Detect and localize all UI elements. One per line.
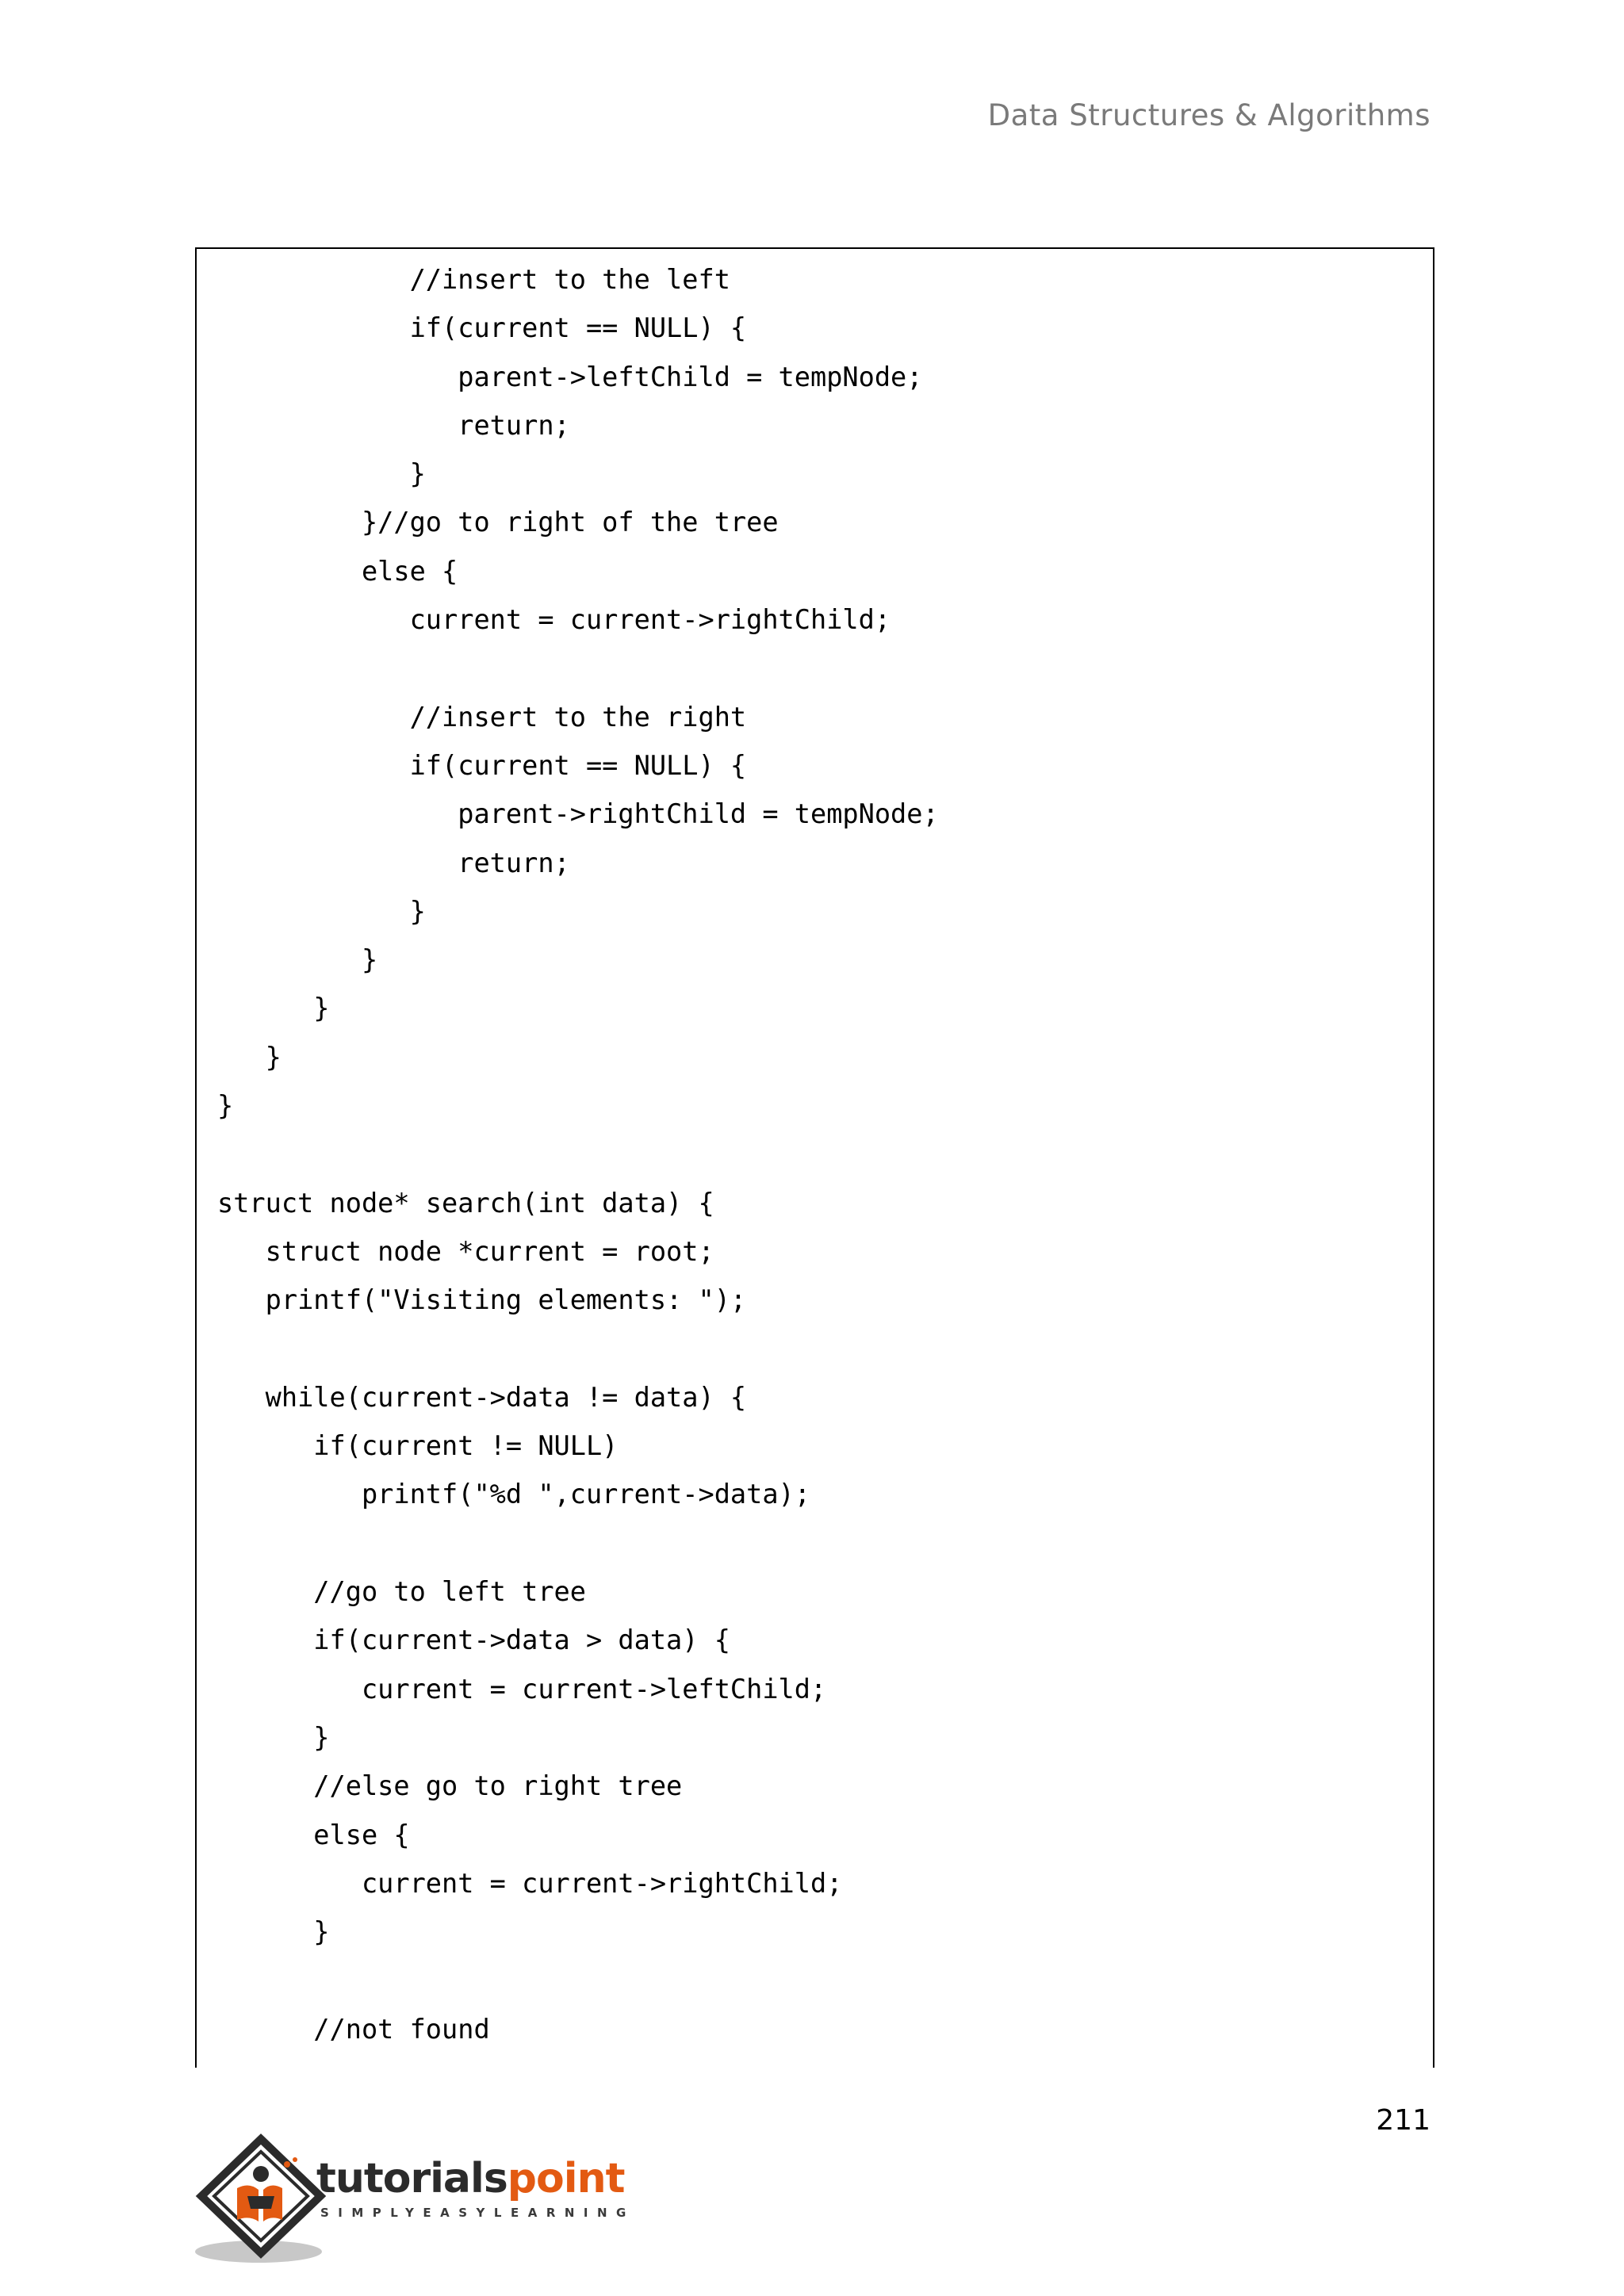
page-header-title: Data Structures & Algorithms [987, 98, 1431, 132]
code-line: if(current->data > data) { [217, 1624, 730, 1656]
code-line: if(current != NULL) [217, 1430, 619, 1462]
code-line: }//go to right of the tree [217, 507, 779, 538]
logo-word-point: point [507, 2155, 625, 2202]
code-line: return; [217, 847, 570, 878]
code-line [217, 1524, 939, 1572]
code-line: } [217, 1721, 330, 1753]
code-line [217, 1135, 939, 1183]
code-line: //insert to the left [217, 264, 730, 295]
code-line: if(current == NULL) { [217, 312, 747, 344]
code-line: parent->rightChild = tempNode; [217, 798, 939, 830]
logo-wordmark [316, 2155, 624, 2202]
code-line: else { [217, 1819, 410, 1850]
code-line: parent->leftChild = tempNode; [217, 361, 923, 392]
code-line: struct node *current = root; [217, 1235, 714, 1267]
code-line: } [217, 458, 426, 490]
code-line: } [217, 944, 378, 976]
code-line [217, 1330, 939, 1378]
code-line: current = current->rightChild; [217, 1867, 843, 1899]
tutorialspoint-logo [193, 2133, 638, 2267]
code-line: //go to left tree [217, 1576, 586, 1608]
code-line: current = current->rightChild; [217, 604, 891, 636]
code-line: printf("%d ",current->data); [217, 1479, 810, 1510]
code-line: } [217, 1041, 282, 1073]
code-line: //insert to the right [217, 701, 747, 733]
code-line: } [217, 993, 330, 1024]
code-line: } [217, 1916, 330, 1948]
code-line: //else go to right tree [217, 1770, 683, 1802]
code-line: current = current->leftChild; [217, 1673, 827, 1705]
code-line [217, 1961, 939, 2009]
logo-tagline: SIMPLYEASYLEARNING [320, 2206, 635, 2220]
code-line: } [217, 895, 426, 927]
code-line: else { [217, 555, 458, 587]
logo-word-tutorials: tutorials [316, 2155, 508, 2202]
code-block [217, 260, 939, 2058]
code-line [217, 649, 939, 697]
tutorialspoint-logo-icon [193, 2133, 328, 2267]
page-number: 211 [1376, 2104, 1431, 2137]
code-line: printf("Visiting elements: "); [217, 1284, 747, 1316]
code-line: struct node* search(int data) { [217, 1187, 714, 1219]
code-line: //not found [217, 2013, 490, 2045]
code-line: if(current == NULL) { [217, 749, 747, 781]
code-line: return; [217, 409, 570, 441]
code-line: } [217, 1090, 234, 1122]
code-line: while(current->data != data) { [217, 1381, 747, 1413]
